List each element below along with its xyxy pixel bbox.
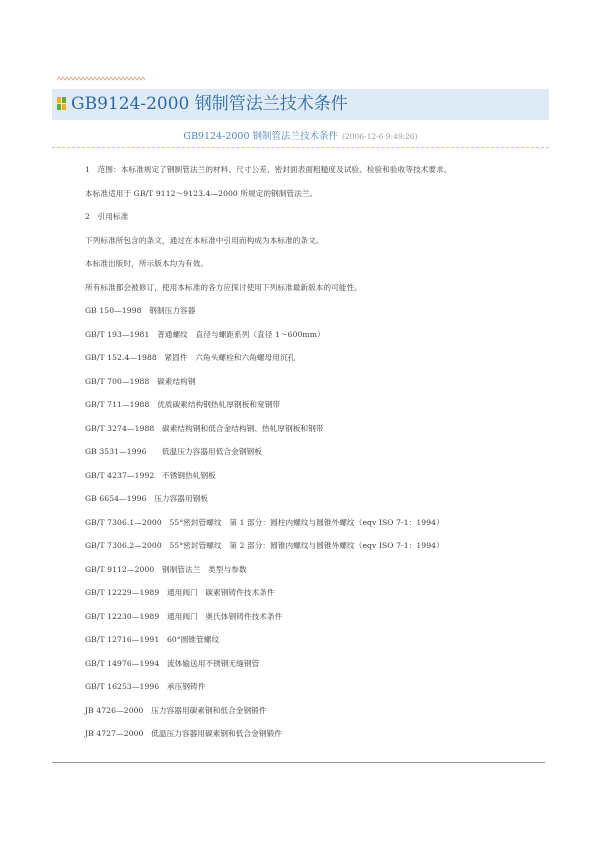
title-bar: [52, 89, 549, 120]
body-line: GB/T 12716—1991 60°圆锥管螺纹: [85, 635, 220, 644]
title-bullet-icon: [57, 97, 67, 111]
body-line: JB 4727—2000 低温压力容器用碳素钢和低合金钢锻件: [85, 729, 282, 738]
footer-divider: [52, 762, 545, 763]
subtitle-divider: [52, 147, 549, 148]
article-subtitle: [52, 127, 549, 147]
body-line: GB/T 9112—2000 钢制管法兰 类型与参数: [85, 564, 247, 574]
article-date: (2006-12-6 9:49:26): [342, 132, 418, 141]
body-line: 本标准适用于 GB/T 9112～9123.4—2000 所规定的钢制管法兰。: [85, 188, 318, 198]
body-line: GB/T 12230—1989 通用阀门 奥氏体钢铸件技术条件: [85, 611, 283, 621]
body-line: 所有标准都会被修订，使用本标准的各方应探讨使用下列标准最新版本的可能性。: [85, 282, 362, 292]
body-line: GB/T 711—1988 优质碳素结构钢热轧厚钢板和宽钢带: [85, 400, 281, 409]
zigzag-divider: [57, 76, 145, 82]
page-title: GB9124-2000 钢制管法兰技术条件: [71, 94, 348, 114]
body-line: GB/T 4237—1992 不锈钢热轧钢板: [85, 470, 216, 480]
body-line: GB 150—1998 钢制压力容器: [85, 306, 196, 315]
body-line: 1 范围：本标准规定了钢制管法兰的材料、尺寸公差、密封面表面粗糙度及试验、检验和验收等技术要求。: [85, 165, 452, 174]
body-line: GB/T 14976—1994 流体输送用不锈钢无缝钢管: [85, 658, 260, 668]
article-body: [85, 158, 545, 746]
body-line: JB 4726—2000 压力容器用碳素钢和低合金钢锻件: [85, 705, 267, 715]
body-line: GB/T 193—1981 普通螺纹 直径与螺距系列（直径 1～600mm）: [85, 329, 325, 339]
body-line: GB/T 700—1988 碳素结构钢: [85, 376, 196, 386]
body-line: GB 6654—1996 压力容器用钢板: [85, 494, 209, 503]
body-line: GB/T 7306.2—2000 55°密封管螺纹 第 2 部分：圆锥内螺纹与圆锥外螺纹（eqv ISO 7-1：1994）: [85, 541, 444, 550]
article-title-link[interactable]: GB9124-2000 钢制管法兰技术条件: [183, 131, 339, 142]
body-line: GB 3531—1996 低温压力容器用低合金钢钢板: [85, 447, 262, 456]
body-line: GB/T 3274—1988 碳素结构钢和低合金结构钢、热轧厚钢板和钢带: [85, 423, 324, 433]
body-line: GB/T 12229—1989 通用阀门 碳素钢铸件技术条件: [85, 588, 275, 597]
body-line: GB/T 16253—1996 承压钢铸件: [85, 682, 206, 691]
body-line: GB/T 7306.1—2000 55°密封管螺纹 第 1 部分：圆柱内螺纹与圆锥外螺纹（eqv ISO 7-1：1994）: [85, 517, 444, 527]
body-line: 本标准出版时，所示版本均为有效。: [85, 259, 209, 268]
body-line: GB/T 152.4—1988 紧固件 六角头螺栓和六角螺母用沉孔: [85, 353, 296, 362]
body-line: 2 引用标准: [85, 212, 129, 221]
body-line: 下列标准所包含的条文，通过在本标准中引用而构成为本标准的条文。: [85, 235, 324, 245]
